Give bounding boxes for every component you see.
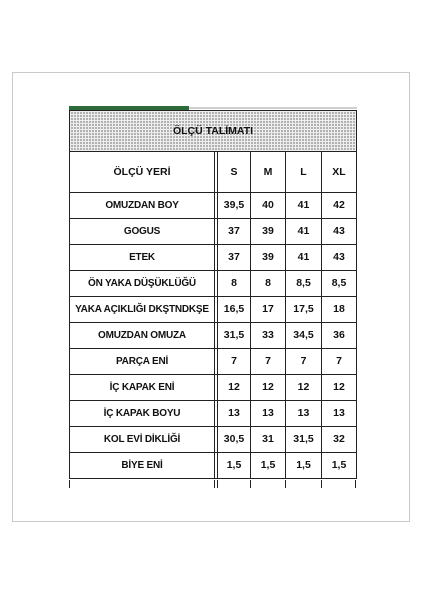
value-cell-m: 1,5	[251, 453, 286, 479]
value-cell-xl: 7	[322, 349, 357, 375]
header-size-xl: XL	[322, 152, 357, 193]
table-continuation-lines	[69, 480, 356, 488]
value-cell-m: 40	[251, 193, 286, 219]
tail-line	[285, 480, 286, 488]
size-chart-sheet	[69, 106, 357, 488]
value-cell-m: 31	[251, 427, 286, 453]
measure-label: ETEK	[70, 245, 215, 271]
table-row	[70, 375, 357, 401]
value-cell-s: 8	[218, 271, 251, 297]
header-size-s: S	[218, 152, 251, 193]
title-row	[70, 111, 357, 152]
tail-line	[69, 480, 70, 488]
value-cell-s: 16,5	[218, 297, 251, 323]
value-cell-m: 7	[251, 349, 286, 375]
table-row	[70, 427, 357, 453]
value-cell-xl: 13	[322, 401, 357, 427]
table-row	[70, 219, 357, 245]
measure-label: İÇ KAPAK ENİ	[70, 375, 215, 401]
measure-label: PARÇA ENİ	[70, 349, 215, 375]
value-cell-l: 41	[286, 245, 322, 271]
value-cell-s: 1,5	[218, 453, 251, 479]
value-cell-xl: 32	[322, 427, 357, 453]
measure-label: GOGUS	[70, 219, 215, 245]
value-cell-l: 34,5	[286, 323, 322, 349]
value-cell-l: 31,5	[286, 427, 322, 453]
table-row	[70, 245, 357, 271]
value-cell-l: 7	[286, 349, 322, 375]
value-cell-xl: 43	[322, 245, 357, 271]
value-cell-xl: 42	[322, 193, 357, 219]
header-size-l: L	[286, 152, 322, 193]
measure-label: KOL EVİ DİKLİĞİ	[70, 427, 215, 453]
value-cell-m: 33	[251, 323, 286, 349]
table-row	[70, 401, 357, 427]
table-row	[70, 297, 357, 323]
tail-line	[355, 480, 356, 488]
size-chart-table	[69, 110, 357, 479]
measure-label: OMUZDAN BOY	[70, 193, 215, 219]
tail-line	[214, 480, 215, 488]
chart-title: ÖLÇÜ TALİMATI	[70, 111, 357, 152]
value-cell-m: 39	[251, 219, 286, 245]
table-row	[70, 349, 357, 375]
tail-line	[217, 480, 218, 488]
value-cell-s: 12	[218, 375, 251, 401]
value-cell-l: 8,5	[286, 271, 322, 297]
value-cell-s: 37	[218, 219, 251, 245]
tail-line	[321, 480, 322, 488]
value-cell-s: 7	[218, 349, 251, 375]
value-cell-s: 31,5	[218, 323, 251, 349]
measure-label: BİYE ENİ	[70, 453, 215, 479]
value-cell-l: 41	[286, 219, 322, 245]
value-cell-xl: 36	[322, 323, 357, 349]
header-row	[70, 152, 357, 193]
value-cell-xl: 18	[322, 297, 357, 323]
value-cell-s: 30,5	[218, 427, 251, 453]
measure-label: OMUZDAN OMUZA	[70, 323, 215, 349]
table-row	[70, 453, 357, 479]
value-cell-l: 41	[286, 193, 322, 219]
value-cell-xl: 1,5	[322, 453, 357, 479]
header-measure-label: ÖLÇÜ YERİ	[70, 152, 215, 193]
value-cell-s: 39,5	[218, 193, 251, 219]
value-cell-xl: 12	[322, 375, 357, 401]
value-cell-m: 17	[251, 297, 286, 323]
value-cell-l: 12	[286, 375, 322, 401]
table-row	[70, 323, 357, 349]
value-cell-xl: 43	[322, 219, 357, 245]
value-cell-m: 12	[251, 375, 286, 401]
table-row	[70, 193, 357, 219]
measure-label: İÇ KAPAK BOYU	[70, 401, 215, 427]
value-cell-l: 17,5	[286, 297, 322, 323]
value-cell-s: 37	[218, 245, 251, 271]
value-cell-xl: 8,5	[322, 271, 357, 297]
table-row	[70, 271, 357, 297]
value-cell-s: 13	[218, 401, 251, 427]
value-cell-m: 13	[251, 401, 286, 427]
value-cell-m: 39	[251, 245, 286, 271]
measure-label: ÖN YAKA DÜŞÜKLÜĞÜ	[70, 271, 215, 297]
value-cell-l: 13	[286, 401, 322, 427]
tail-line	[250, 480, 251, 488]
measure-label: YAKA AÇIKLIĞI DKŞTNDKŞE	[70, 297, 215, 323]
value-cell-m: 8	[251, 271, 286, 297]
value-cell-l: 1,5	[286, 453, 322, 479]
spreadsheet-top-line	[189, 107, 357, 109]
header-size-m: M	[251, 152, 286, 193]
